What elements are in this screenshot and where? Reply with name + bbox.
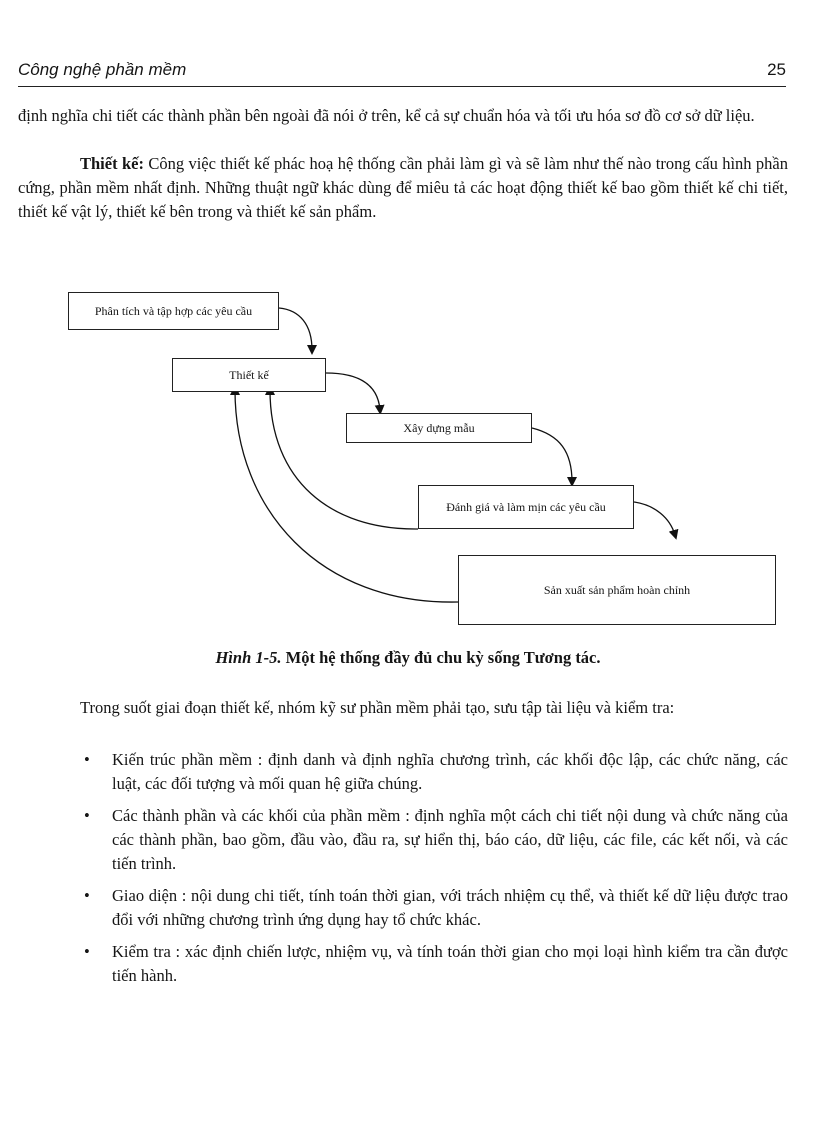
box-evaluate-refine: Đánh giá và làm mịn các yêu cầu <box>418 485 634 529</box>
page-number: 25 <box>767 60 786 79</box>
bullet-dot: • <box>84 806 90 825</box>
design-body: Công việc thiết kế phác hoạ hệ thống cần phải làm gì và sẽ làm như thế nào trong cấu hình phần cứng, phần mềm nhất định. Những thuật ngữ khác dùng để miêu tả các hoạt động thiết kế bao gồm thiết kế chi tiết, thiết kế vật lý, thiết kế bên trong và thiết kế sản phẩm. <box>18 154 788 221</box>
page-header <box>18 54 786 87</box>
list-item: • Kiến trúc phần mềm : định danh và định nghĩa chương trình, các khối độc lập, các chức năng, các luật, các đối tượng và mối quan hệ giữa chúng. <box>84 750 788 793</box>
list-item: • Giao diện : nội dung chi tiết, tính toán thời gian, với trách nhiệm cụ thể, và thiết kế dữ liệu được trao đổi với những chương trình ứng dụng hay tổ chức khác. <box>84 886 788 929</box>
bullet-dot: • <box>84 886 90 905</box>
paragraph-design-phase: Trong suốt giai đoạn thiết kế, nhóm kỹ sư phần mềm phải tạo, sưu tập tài liệu và kiểm tra: <box>80 698 675 717</box>
arrow-evaluate-out <box>634 502 675 535</box>
paragraph-design <box>18 152 788 224</box>
box-final-product: Sản xuất sản phẩm hoàn chỉnh <box>458 555 776 625</box>
lifecycle-diagram <box>0 280 816 640</box>
box-prototype: Xây dựng mẫu <box>346 413 532 443</box>
running-title: Công nghệ phần mềm <box>18 60 187 79</box>
figure-caption <box>0 648 816 668</box>
arrow-prototype-to-evaluate <box>532 428 572 482</box>
design-term: Thiết kế: <box>80 154 144 173</box>
arrow-analysis-to-design <box>279 308 312 350</box>
arrow-design-to-prototype <box>326 373 380 410</box>
paragraph-intro: định nghĩa chi tiết các thành phần bên ngoài đã nói ở trên, kể cả sự chuẩn hóa và tối ưu hóa sơ đồ cơ sở dữ liệu. <box>18 106 755 125</box>
box-design: Thiết kế <box>172 358 326 392</box>
bullet-dot: • <box>84 750 90 769</box>
bullet-list <box>84 748 788 996</box>
list-item: • Các thành phần và các khối của phần mềm : định nghĩa một cách chi tiết nội dung và chức năng của các thành phần, bao gồm, đầu vào, đầu ra, sự hiển thị, báo cáo, dữ liệu, các file, các kết nối, và các tiến trình. <box>84 806 788 873</box>
arrow-evaluate-feedback <box>270 390 418 529</box>
figure-title: Một hệ thống đầy đủ chu kỳ sống Tương tác. <box>281 648 601 667</box>
box-requirements-analysis: Phân tích và tập hợp các yêu cầu <box>68 292 279 330</box>
bullet-dot: • <box>84 942 90 961</box>
figure-label: Hình 1-5. <box>215 648 282 667</box>
list-item: • Kiểm tra : xác định chiến lược, nhiệm vụ, và tính toán thời gian cho mọi loại hình kiểm tra cần được tiến hành. <box>84 942 788 985</box>
